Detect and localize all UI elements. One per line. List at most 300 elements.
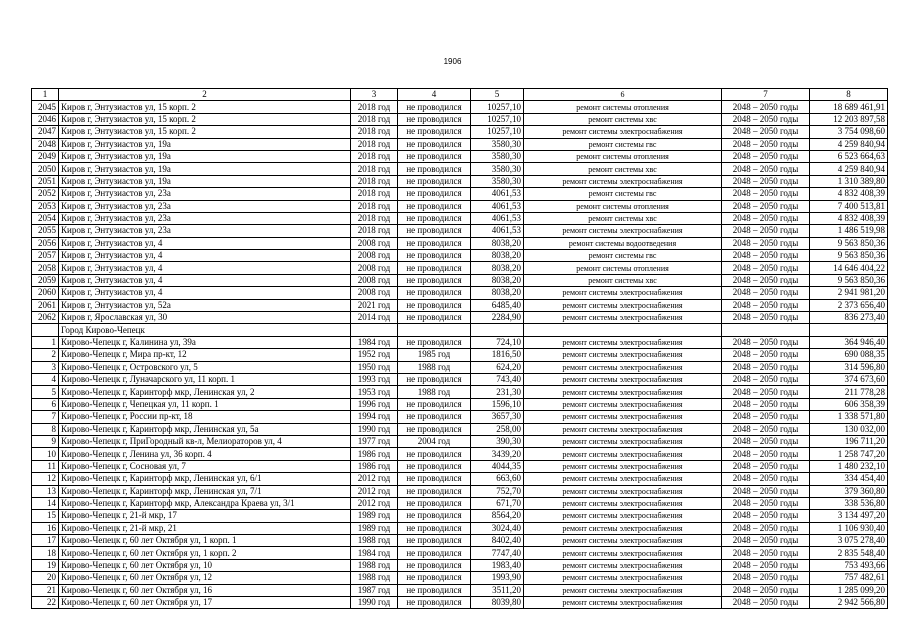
cell-work-type: ремонт системы электроснабжения	[524, 126, 722, 138]
cell-address: Киров г, Энтузиастов ул, 15 корп. 2	[59, 101, 351, 113]
cell-address: Киров г, Энтузиастов ул, 19а	[59, 163, 351, 175]
cell-period: 2048 – 2050 годы	[722, 559, 810, 571]
cell-area: 1596,10	[471, 398, 524, 410]
cell-build-year: 1988 год	[351, 572, 398, 584]
cell-build-year: 1989 год	[351, 510, 398, 522]
cell-address: Киров г, Энтузиастов ул, 15 корп. 2	[59, 126, 351, 138]
cell-address: Кирово-Чепецк г, 60 лет Октября ул, 12	[59, 572, 351, 584]
cell-row-number: 2059	[32, 274, 59, 286]
cell-row-number: 8	[32, 423, 59, 435]
cell-build-year: 1988 год	[351, 535, 398, 547]
cell-build-year: 2018 год	[351, 150, 398, 162]
cell-build-year: 2018 год	[351, 126, 398, 138]
cell-last-repair-year: не проводился	[398, 299, 471, 311]
cell-last-repair-year: не проводился	[398, 287, 471, 299]
cell-period: 2048 – 2050 годы	[722, 535, 810, 547]
cell-address: Кирово-Чепецк г, Мира пр-кт, 12	[59, 349, 351, 361]
cell-last-repair-year: не проводился	[398, 510, 471, 522]
cell-work-type: ремонт системы хвс	[524, 163, 722, 175]
cell-period: 2048 – 2050 годы	[722, 274, 810, 286]
cell-work-type: ремонт системы электроснабжения	[524, 497, 722, 509]
cell-cost: 1 310 389,80	[810, 175, 888, 187]
cell-address: Кирово-Чепецк г, Чепецкая ул, 11 корп. 1	[59, 398, 351, 410]
cell-area: 10257,10	[471, 113, 524, 125]
cell-row-number: 1	[32, 336, 59, 348]
cell-row-number: 2053	[32, 200, 59, 212]
column-header-4: 4	[398, 89, 471, 101]
table-row	[32, 150, 888, 162]
cell-address: Кирово-Чепецк г, Каринторф мкр, Александра Краева ул, 3/1	[59, 497, 351, 509]
cell-period: 2048 – 2050 годы	[722, 473, 810, 485]
table-row	[32, 473, 888, 485]
table-row	[32, 200, 888, 212]
cell-row-number: 2057	[32, 250, 59, 262]
cell-cost: 2 941 981,20	[810, 287, 888, 299]
cell-address: Киров г, Энтузиастов ул, 23а	[59, 188, 351, 200]
cell-last-repair-year: не проводился	[398, 584, 471, 596]
cell-row-number: 11	[32, 460, 59, 472]
cell-period: 2048 – 2050 годы	[722, 138, 810, 150]
cell-row-number: 6	[32, 398, 59, 410]
cell-last-repair-year: не проводился	[398, 262, 471, 274]
cell-build-year: 2018 год	[351, 200, 398, 212]
cell-last-repair-year: не проводился	[398, 559, 471, 571]
cell-row-number: 2047	[32, 126, 59, 138]
header-row	[32, 89, 888, 101]
table-row	[32, 126, 888, 138]
cell-period: 2048 – 2050 годы	[722, 423, 810, 435]
cell-row-number: 2062	[32, 312, 59, 324]
cell-row-number: 10	[32, 448, 59, 460]
cell-last-repair-year: не проводился	[398, 547, 471, 559]
table-row	[32, 485, 888, 497]
cell-last-repair-year: не проводился	[398, 535, 471, 547]
table-row	[32, 225, 888, 237]
cell-period: 2048 – 2050 годы	[722, 584, 810, 596]
cell-row-number: 2051	[32, 175, 59, 187]
cell-row-number: 22	[32, 597, 59, 609]
cell-work-type: ремонт системы хвс	[524, 274, 722, 286]
table-row	[32, 336, 888, 348]
cell-area: 752,70	[471, 485, 524, 497]
cell-work-type: ремонт системы гвс	[524, 138, 722, 150]
cell-row-number: 3	[32, 361, 59, 373]
cell-address: Кирово-Чепецк г, Каринторф мкр, Ленинская ул, 6/1	[59, 473, 351, 485]
cell-period: 2048 – 2050 годы	[722, 287, 810, 299]
table-row	[32, 287, 888, 299]
cell-row-number: 2052	[32, 188, 59, 200]
cell-last-repair-year: 1985 год	[398, 349, 471, 361]
cell-period: 2048 – 2050 годы	[722, 411, 810, 423]
column-header-5: 5	[471, 89, 524, 101]
cell-period: 2048 – 2050 годы	[722, 597, 810, 609]
cell-row-number: 20	[32, 572, 59, 584]
cell-work-type: ремонт системы электроснабжения	[524, 386, 722, 398]
cell-work-type: ремонт системы водоотведения	[524, 237, 722, 249]
cell-cost: 334 454,40	[810, 473, 888, 485]
cell-work-type: ремонт системы электроснабжения	[524, 287, 722, 299]
cell-cost: 606 358,39	[810, 398, 888, 410]
cell-build-year: 2014 год	[351, 312, 398, 324]
cell-area: 743,40	[471, 373, 524, 385]
cell-row-number: 12	[32, 473, 59, 485]
cell-address: Кирово-Чепецк г, Каринторф мкр, Ленинская ул, 2	[59, 386, 351, 398]
cell-last-repair-year: не проводился	[398, 237, 471, 249]
cell-address: Киров г, Энтузиастов ул, 23а	[59, 200, 351, 212]
cell-area: 3580,30	[471, 150, 524, 162]
cell-build-year: 2008 год	[351, 237, 398, 249]
cell-last-repair-year: не проводился	[398, 163, 471, 175]
cell-last-repair-year: не проводился	[398, 175, 471, 187]
cell-period: 2048 – 2050 годы	[722, 175, 810, 187]
cell-area	[471, 324, 524, 336]
cell-row-number: 2060	[32, 287, 59, 299]
cell-row-number: 17	[32, 535, 59, 547]
cell-build-year: 1953 год	[351, 386, 398, 398]
cell-cost: 1 106 930,40	[810, 522, 888, 534]
cell-row-number: 19	[32, 559, 59, 571]
cell-build-year: 1990 год	[351, 597, 398, 609]
table-row	[32, 237, 888, 249]
cell-area: 6485,40	[471, 299, 524, 311]
cell-period: 2048 – 2050 годы	[722, 150, 810, 162]
cell-cost: 753 493,66	[810, 559, 888, 571]
cell-build-year: 2008 год	[351, 274, 398, 286]
cell-cost: 130 032,00	[810, 423, 888, 435]
cell-build-year: 1990 год	[351, 423, 398, 435]
cell-work-type: ремонт системы электроснабжения	[524, 572, 722, 584]
column-header-3: 3	[351, 89, 398, 101]
cell-row-number: 2061	[32, 299, 59, 311]
cell-address: Киров г, Ярославская ул, 30	[59, 312, 351, 324]
cell-work-type: ремонт системы электроснабжения	[524, 473, 722, 485]
cell-build-year: 2012 год	[351, 497, 398, 509]
cell-build-year: 2018 год	[351, 138, 398, 150]
cell-cost: 2 835 548,40	[810, 547, 888, 559]
cell-work-type: ремонт системы электроснабжения	[524, 510, 722, 522]
cell-period	[722, 324, 810, 336]
cell-build-year: 1996 год	[351, 398, 398, 410]
cell-address: Кирово-Чепецк г, Луначарского ул, 11 корп. 1	[59, 373, 351, 385]
table-row	[32, 212, 888, 224]
cell-last-repair-year: не проводился	[398, 250, 471, 262]
cell-last-repair-year: не проводился	[398, 411, 471, 423]
cell-cost	[810, 324, 888, 336]
cell-last-repair-year: 1988 год	[398, 386, 471, 398]
cell-last-repair-year: не проводился	[398, 138, 471, 150]
cell-address: Кирово-Чепецк г, Каринторф мкр, Ленинская ул, 5а	[59, 423, 351, 435]
cell-row-number: 2058	[32, 262, 59, 274]
column-header-6: 6	[524, 89, 722, 101]
cell-work-type: ремонт системы электроснабжения	[524, 485, 722, 497]
table-row	[32, 460, 888, 472]
cell-period: 2048 – 2050 годы	[722, 373, 810, 385]
cell-row-number: 2050	[32, 163, 59, 175]
cell-period: 2048 – 2050 годы	[722, 510, 810, 522]
cell-area: 1816,50	[471, 349, 524, 361]
cell-last-repair-year: не проводился	[398, 473, 471, 485]
cell-cost: 364 946,40	[810, 336, 888, 348]
cell-area: 8039,80	[471, 597, 524, 609]
cell-work-type: ремонт системы гвс	[524, 188, 722, 200]
table-row	[32, 299, 888, 311]
cell-build-year: 2012 год	[351, 485, 398, 497]
cell-row-number: 18	[32, 547, 59, 559]
cell-area: 1993,90	[471, 572, 524, 584]
table-row	[32, 188, 888, 200]
cell-row-number	[32, 324, 59, 336]
cell-address: Киров г, Энтузиастов ул, 4	[59, 274, 351, 286]
cell-period: 2048 – 2050 годы	[722, 460, 810, 472]
cell-area: 624,20	[471, 361, 524, 373]
cell-address: Киров г, Энтузиастов ул, 23а	[59, 225, 351, 237]
cell-period: 2048 – 2050 годы	[722, 200, 810, 212]
cell-row-number: 21	[32, 584, 59, 596]
cell-address: Кирово-Чепецк г, 60 лет Октября ул, 10	[59, 559, 351, 571]
cell-work-type: ремонт системы электроснабжения	[524, 584, 722, 596]
cell-period: 2048 – 2050 годы	[722, 336, 810, 348]
cell-work-type: ремонт системы электроснабжения	[524, 597, 722, 609]
cell-address: Кирово-Чепецк г, Калинина ул, 39а	[59, 336, 351, 348]
cell-build-year: 2018 год	[351, 175, 398, 187]
cell-work-type: ремонт системы хвс	[524, 212, 722, 224]
cell-build-year: 1993 год	[351, 373, 398, 385]
table-row	[32, 163, 888, 175]
cell-last-repair-year: не проводился	[398, 522, 471, 534]
cell-period: 2048 – 2050 годы	[722, 572, 810, 584]
cell-cost: 4 832 408,39	[810, 212, 888, 224]
table-row	[32, 373, 888, 385]
cell-build-year: 2008 год	[351, 262, 398, 274]
cell-period: 2048 – 2050 годы	[722, 163, 810, 175]
cell-build-year: 1994 год	[351, 411, 398, 423]
cell-cost: 211 778,28	[810, 386, 888, 398]
table-row	[32, 423, 888, 435]
cell-address: Киров г, Энтузиастов ул, 4	[59, 262, 351, 274]
cell-work-type: ремонт системы электроснабжения	[524, 559, 722, 571]
column-header-2: 2	[59, 89, 351, 101]
cell-period: 2048 – 2050 годы	[722, 299, 810, 311]
cell-address: Кирово-Чепецк г, Ленина ул, 36 корп. 4	[59, 448, 351, 460]
table-row	[32, 138, 888, 150]
cell-cost: 196 711,20	[810, 435, 888, 447]
cell-address: Кирово-Чепецк г, 21-й мкр, 17	[59, 510, 351, 522]
cell-work-type: ремонт системы электроснабжения	[524, 361, 722, 373]
table-row	[32, 361, 888, 373]
cell-period: 2048 – 2050 годы	[722, 225, 810, 237]
cell-work-type: ремонт системы электроснабжения	[524, 349, 722, 361]
column-header-7: 7	[722, 89, 810, 101]
cell-cost: 18 689 461,91	[810, 101, 888, 113]
cell-row-number: 5	[32, 386, 59, 398]
cell-cost: 836 273,40	[810, 312, 888, 324]
cell-last-repair-year: не проводился	[398, 212, 471, 224]
cell-row-number: 2049	[32, 150, 59, 162]
cell-last-repair-year: 2004 год	[398, 435, 471, 447]
cell-row-number: 2056	[32, 237, 59, 249]
cell-cost: 314 596,80	[810, 361, 888, 373]
cell-cost: 7 400 513,81	[810, 200, 888, 212]
cell-area: 4061,53	[471, 188, 524, 200]
table-body	[32, 101, 888, 609]
cell-cost: 3 754 098,60	[810, 126, 888, 138]
cell-cost: 3 134 497,20	[810, 510, 888, 522]
cell-area: 671,70	[471, 497, 524, 509]
cell-last-repair-year: не проводился	[398, 597, 471, 609]
cell-work-type: ремонт системы хвс	[524, 113, 722, 125]
cell-cost: 690 088,35	[810, 349, 888, 361]
cell-last-repair-year: не проводился	[398, 150, 471, 162]
cell-period: 2048 – 2050 годы	[722, 212, 810, 224]
cell-area: 4061,53	[471, 212, 524, 224]
cell-period: 2048 – 2050 годы	[722, 522, 810, 534]
cell-address: Кирово-Чепецк г, 60 лет Октября ул, 17	[59, 597, 351, 609]
cell-work-type: ремонт системы электроснабжения	[524, 411, 722, 423]
cell-area: 8038,20	[471, 250, 524, 262]
cell-period: 2048 – 2050 годы	[722, 312, 810, 324]
cell-cost: 1 486 519,98	[810, 225, 888, 237]
cell-period: 2048 – 2050 годы	[722, 547, 810, 559]
cell-period: 2048 – 2050 годы	[722, 448, 810, 460]
cell-area: 231,30	[471, 386, 524, 398]
section-row	[32, 324, 888, 336]
cell-area: 3439,20	[471, 448, 524, 460]
cell-work-type: ремонт системы электроснабжения	[524, 398, 722, 410]
cell-area: 3657,30	[471, 411, 524, 423]
cell-period: 2048 – 2050 годы	[722, 126, 810, 138]
cell-build-year: 1977 год	[351, 435, 398, 447]
cell-work-type: ремонт системы отопления	[524, 101, 722, 113]
cell-last-repair-year	[398, 324, 471, 336]
cell-row-number: 2054	[32, 212, 59, 224]
cell-last-repair-year: не проводился	[398, 274, 471, 286]
table-row	[32, 250, 888, 262]
repair-schedule-table	[31, 88, 888, 609]
cell-cost: 1 285 099,20	[810, 584, 888, 596]
cell-period: 2048 – 2050 годы	[722, 398, 810, 410]
table-row	[32, 497, 888, 509]
cell-build-year: 1989 год	[351, 522, 398, 534]
cell-area: 8038,20	[471, 262, 524, 274]
cell-address: Киров г, Энтузиастов ул, 19а	[59, 138, 351, 150]
cell-period: 2048 – 2050 годы	[722, 250, 810, 262]
cell-last-repair-year: не проводился	[398, 572, 471, 584]
column-header-8: 8	[810, 89, 888, 101]
cell-cost: 4 259 840,94	[810, 163, 888, 175]
cell-area: 10257,10	[471, 126, 524, 138]
cell-last-repair-year: не проводился	[398, 188, 471, 200]
cell-build-year: 1988 год	[351, 559, 398, 571]
cell-address: Киров г, Энтузиастов ул, 52а	[59, 299, 351, 311]
cell-address: Киров г, Энтузиастов ул, 19а	[59, 150, 351, 162]
column-header-1: 1	[32, 89, 59, 101]
table-row	[32, 448, 888, 460]
cell-area: 8038,20	[471, 287, 524, 299]
cell-period: 2048 – 2050 годы	[722, 101, 810, 113]
cell-address: Кирово-Чепецк г, Каринторф мкр, Ленинская ул, 7/1	[59, 485, 351, 497]
cell-last-repair-year: не проводился	[398, 485, 471, 497]
cell-area: 8564,20	[471, 510, 524, 522]
cell-work-type: ремонт системы электроснабжения	[524, 299, 722, 311]
table-row	[32, 522, 888, 534]
cell-row-number: 16	[32, 522, 59, 534]
cell-period: 2048 – 2050 годы	[722, 262, 810, 274]
cell-work-type: ремонт системы электроснабжения	[524, 460, 722, 472]
table-row	[32, 101, 888, 113]
table-row	[32, 435, 888, 447]
cell-work-type: ремонт системы электроснабжения	[524, 336, 722, 348]
table-row	[32, 411, 888, 423]
table-row	[32, 274, 888, 286]
cell-last-repair-year: 1988 год	[398, 361, 471, 373]
cell-cost: 9 563 850,36	[810, 274, 888, 286]
cell-last-repair-year: не проводился	[398, 200, 471, 212]
cell-address: Кирово-Чепецк г, 60 лет Октября ул, 16	[59, 584, 351, 596]
cell-area: 10257,10	[471, 101, 524, 113]
cell-address: Киров г, Энтузиастов ул, 4	[59, 237, 351, 249]
cell-last-repair-year: не проводился	[398, 460, 471, 472]
cell-build-year: 2018 год	[351, 212, 398, 224]
table-row	[32, 175, 888, 187]
cell-cost: 4 259 840,94	[810, 138, 888, 150]
cell-last-repair-year: не проводился	[398, 101, 471, 113]
cell-area: 4061,53	[471, 200, 524, 212]
cell-work-type: ремонт системы отопления	[524, 200, 722, 212]
table-row	[32, 398, 888, 410]
page-number: 1906	[443, 57, 462, 66]
table-row	[32, 584, 888, 596]
cell-address: Кирово-Чепецк г, Островского ул, 5	[59, 361, 351, 373]
cell-work-type: ремонт системы электроснабжения	[524, 547, 722, 559]
cell-work-type: ремонт системы электроснабжения	[524, 535, 722, 547]
table-row	[32, 572, 888, 584]
cell-last-repair-year: не проводился	[398, 312, 471, 324]
cell-build-year: 1984 год	[351, 547, 398, 559]
table-header	[32, 89, 888, 101]
cell-area: 2284,90	[471, 312, 524, 324]
cell-last-repair-year: не проводился	[398, 225, 471, 237]
cell-cost: 1 338 571,80	[810, 411, 888, 423]
cell-work-type: ремонт системы электроснабжения	[524, 312, 722, 324]
cell-area: 8038,20	[471, 274, 524, 286]
cell-row-number: 4	[32, 373, 59, 385]
cell-cost: 379 360,80	[810, 485, 888, 497]
table-row	[32, 559, 888, 571]
cell-cost: 338 536,80	[810, 497, 888, 509]
cell-address: Кирово-Чепецк г, 21-й мкр, 21	[59, 522, 351, 534]
cell-cost: 4 832 408,39	[810, 188, 888, 200]
cell-work-type	[524, 324, 722, 336]
cell-build-year: 2021 год	[351, 299, 398, 311]
cell-build-year: 2018 год	[351, 113, 398, 125]
cell-cost: 9 563 850,36	[810, 250, 888, 262]
table-row	[32, 386, 888, 398]
cell-row-number: 13	[32, 485, 59, 497]
cell-area: 7747,40	[471, 547, 524, 559]
cell-cost: 6 523 664,63	[810, 150, 888, 162]
cell-last-repair-year: не проводился	[398, 398, 471, 410]
cell-build-year: 1987 год	[351, 584, 398, 596]
cell-area: 4044,35	[471, 460, 524, 472]
cell-address: Киров г, Энтузиастов ул, 19а	[59, 175, 351, 187]
cell-last-repair-year: не проводился	[398, 373, 471, 385]
table-row	[32, 535, 888, 547]
cell-period: 2048 – 2050 годы	[722, 113, 810, 125]
cell-period: 2048 – 2050 годы	[722, 485, 810, 497]
cell-build-year: 2012 год	[351, 473, 398, 485]
cell-cost: 2 373 656,40	[810, 299, 888, 311]
cell-row-number: 2045	[32, 101, 59, 113]
